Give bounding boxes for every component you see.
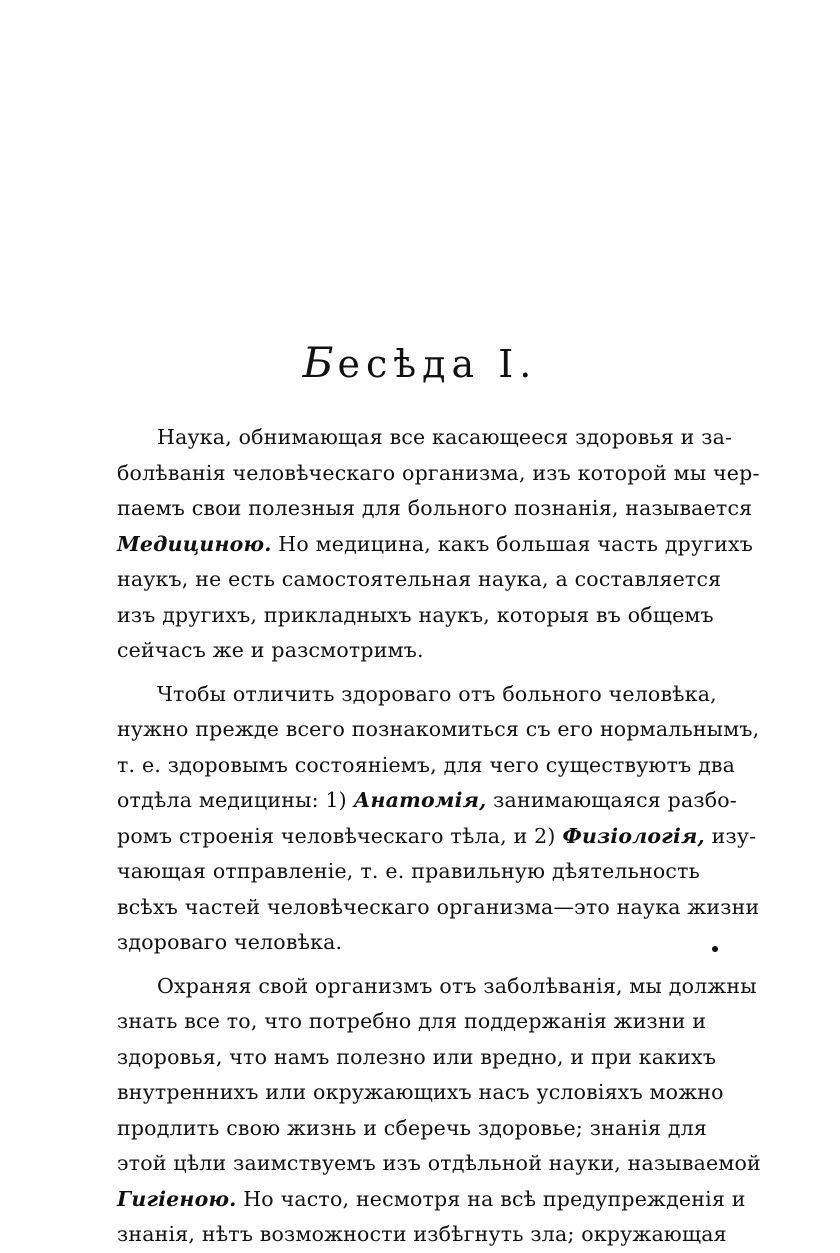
text-line: всѣхъ частей человѣческаго организма—это наука жизни [117, 894, 760, 919]
line-post: изу- [704, 823, 757, 848]
text-line: сейчасъ же и разсмотримъ. [117, 638, 424, 662]
line-post: Но медицина, какъ большая часть другихъ [271, 531, 754, 556]
text-line: здоровья, что намъ полезно или вредно, и при какихъ [117, 1044, 717, 1069]
emphasized-term: Медициною. [117, 531, 272, 556]
text-line: паемъ свои полезныя для больного познанія, называется [117, 496, 753, 520]
text-line: Чтобы отличить здороваго отъ больного человѣка, [157, 681, 717, 706]
paragraph [117, 420, 760, 669]
heading-dropcap: Б [302, 338, 338, 387]
text-line: знанія, нѣтъ возможности избѣгнуть зла; окружающая [117, 1222, 727, 1246]
text-line: этой цѣли заимствуемъ изъ отдѣльной науки, называемой [117, 1151, 761, 1175]
line-pre: отдѣла медицины: 1) [117, 788, 354, 812]
text-line [117, 819, 757, 855]
text-line [117, 527, 754, 563]
body-text [117, 420, 761, 1253]
paragraph [117, 969, 761, 1253]
emphasized-term: Физіологія, [562, 823, 705, 848]
paragraph [117, 677, 760, 961]
line-post: занимающаяся разбо- [486, 788, 737, 812]
text-line: внутреннихъ или окружающихъ насъ условіяхъ можно [117, 1080, 724, 1104]
text-line: т. е. здоровымъ состояніемъ, для чего существуютъ два [117, 752, 736, 777]
heading-rest: есѣда I. [337, 342, 538, 386]
text-line: нужно прежде всего познакомиться съ его нормальнымъ, [117, 717, 760, 741]
margin-mark [712, 946, 718, 952]
text-line: Охраняя свой организмъ отъ заболѣванія, мы должны [157, 973, 757, 998]
text-line: здороваго человѣка. [117, 930, 343, 954]
text-line: наукъ, не есть самостоятельная наука, а составляется [117, 567, 722, 591]
text-line: Наука, обнимающая все касающееся здоровья и за- [157, 425, 733, 449]
text-line: изъ другихъ, прикладныхъ наукъ, которыя въ общемъ [117, 602, 714, 627]
text-line: знать все то, что потребно для поддержанія жизни и [117, 1009, 707, 1033]
line-pre: ромъ строенія человѣческаго тѣла, и 2) [117, 823, 563, 848]
text-line: продлить свою жизнь и сберечь здоровье; знанія для [117, 1115, 708, 1140]
text-line [117, 783, 737, 819]
chapter-heading [0, 340, 840, 387]
text-line [117, 1182, 746, 1218]
text-line: чающая отправленіе, т. е. правильную дѣятельность [117, 859, 700, 883]
text-line: болѣванія человѣческаго организма, изъ которой мы чер- [117, 460, 760, 485]
emphasized-term: Анатомія, [353, 788, 487, 812]
line-post: Но часто, несмотря на всѣ предупрежденія и [236, 1186, 746, 1211]
emphasized-term: Гигіеною. [117, 1186, 237, 1211]
